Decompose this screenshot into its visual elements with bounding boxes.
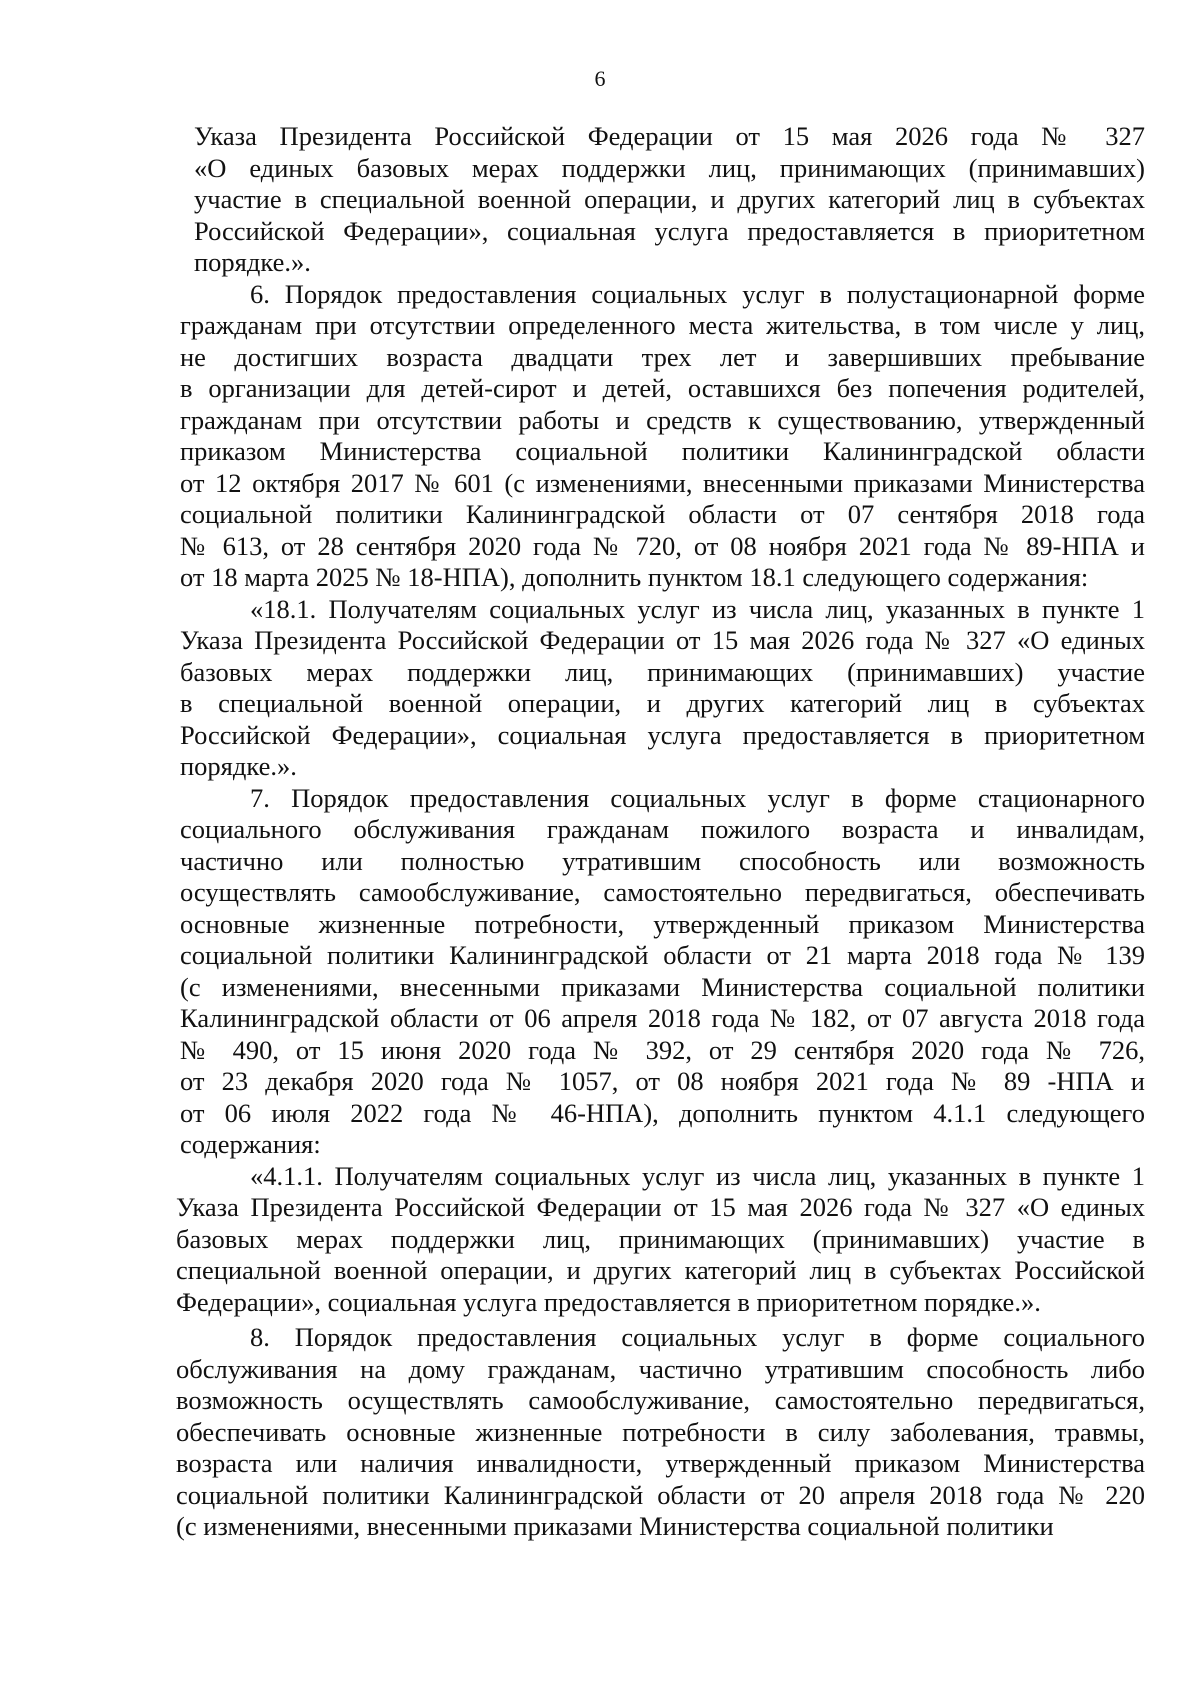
- paragraph-item-8: [176, 1322, 1145, 1543]
- text-line: (с изменениями, внесенными приказами Министерства социальной политики: [180, 971, 1145, 1002]
- text-line: № 613, от 28 сентября 2020 года № 720, от 08 ноября 2021 года № 89-НПА и: [180, 530, 1145, 561]
- text-line: от 12 октября 2017 № 601 (с изменениями, внесенными приказами Министерства: [180, 467, 1145, 498]
- text-line: от 06 июля 2022 года № 46-НПА), дополнить пунктом 4.1.1 следующего: [180, 1097, 1145, 1128]
- text-line: базовых мерах поддержки лиц, принимающих (принимавших) участие в: [176, 1223, 1145, 1254]
- text-line: социальной политики Калининградской области от 20 апреля 2018 года № 220: [176, 1479, 1145, 1510]
- text-line: возраста или наличия инвалидности, утвержденный приказом Министерства: [176, 1448, 1145, 1478]
- text-line: Калининградской области от 06 апреля 2018 года № 182, от 07 августа 2018 года: [180, 1003, 1145, 1033]
- text-line: порядке.».: [180, 751, 297, 781]
- text-line: от 18 марта 2025 № 18-НПА), дополнить пунктом 18.1 следующего содержания:: [180, 562, 1089, 592]
- text-line: в организации для детей-сирот и детей, оставшихся без попечения родителей,: [180, 373, 1145, 403]
- paragraph-item-6-quote: [180, 594, 1145, 783]
- page-number: 6: [594, 66, 606, 91]
- text-line: гражданам при отсутствии работы и средств к существованию, утвержденный: [180, 404, 1145, 435]
- text-line: порядке.».: [194, 247, 311, 277]
- text-line: 6. Порядок предоставления социальных услуг в полустационарной форме: [250, 278, 1145, 309]
- text-line: 7. Порядок предоставления социальных услуг в форме стационарного: [250, 782, 1145, 813]
- text-line: Указа Президента Российской Федерации от 15 мая 2026 года № 327: [194, 121, 1145, 151]
- text-line: обслуживания на дому гражданам, частично утратившим способность либо: [176, 1353, 1145, 1384]
- paragraph-item-7: [180, 783, 1145, 1161]
- text-line: Федерации», социальная услуга предоставляется в приоритетном порядке.».: [176, 1286, 1041, 1317]
- text-line: социальной политики Калининградской области от 07 сентября 2018 года: [180, 499, 1145, 529]
- text-line: «18.1. Получателям социальных услуг из числа лиц, указанных в пункте 1: [250, 593, 1145, 624]
- text-line: № 490, от 15 июня 2020 года № 392, от 29 сентября 2020 года № 726,: [180, 1034, 1145, 1065]
- paragraph-item-6: [180, 279, 1145, 594]
- text-line: гражданам при отсутствии определенного места жительства, в том числе у лиц,: [180, 310, 1145, 340]
- text-line: 8. Порядок предоставления социальных услуг в форме социального: [250, 1322, 1145, 1352]
- document-body: [0, 121, 1200, 1543]
- text-line: обеспечивать основные жизненные потребности в силу заболевания, травмы,: [176, 1416, 1145, 1447]
- text-line: (с изменениями, внесенными приказами Министерства социальной политики: [176, 1511, 1054, 1541]
- text-line: осуществлять самообслуживание, самостоятельно передвигаться, обеспечивать: [180, 877, 1145, 907]
- text-line: базовых мерах поддержки лиц, принимающих (принимавших) участие: [180, 656, 1145, 687]
- text-line: социального обслуживания гражданам пожилого возраста и инвалидам,: [180, 814, 1145, 844]
- text-line: содержания:: [180, 1129, 321, 1159]
- text-line: не достигших возраста двадцати трех лет и завершивших пребывание: [180, 341, 1145, 372]
- paragraph-item-7-quote: [176, 1161, 1145, 1319]
- text-line: Российской Федерации», социальная услуга предоставляется в приоритетном: [180, 719, 1145, 750]
- text-line: социальной политики Калининградской области от 21 марта 2018 года № 139: [180, 940, 1145, 970]
- text-line: специальной военной операции, и других категорий лиц в субъектах Российской: [176, 1255, 1145, 1285]
- text-line: Указа Президента Российской Федерации от 15 мая 2026 года № 327 «О единых: [176, 1192, 1145, 1222]
- text-line: частично или полностью утратившим способность или возможность: [180, 845, 1145, 876]
- text-line: в специальной военной операции, и других категорий лиц в субъектах: [180, 688, 1145, 718]
- text-line: «О единых базовых мерах поддержки лиц, принимающих (принимавших): [194, 152, 1145, 183]
- paragraph-continuation: [194, 121, 1145, 279]
- text-line: «4.1.1. Получателям социальных услуг из числа лиц, указанных в пункте 1: [250, 1160, 1145, 1191]
- text-line: от 23 декабря 2020 года № 1057, от 08 ноября 2021 года № 89 -НПА и: [180, 1066, 1145, 1096]
- text-line: приказом Министерства социальной политики Калининградской области: [180, 436, 1145, 466]
- text-line: основные жизненные потребности, утвержденный приказом Министерства: [180, 908, 1145, 939]
- text-line: Российской Федерации», социальная услуга предоставляется в приоритетном: [194, 215, 1145, 246]
- text-line: участие в специальной военной операции, и других категорий лиц в субъектах: [194, 184, 1145, 214]
- text-line: Указа Президента Российской Федерации от 15 мая 2026 года № 327 «О единых: [180, 625, 1145, 655]
- text-line: возможность осуществлять самообслуживание, самостоятельно передвигаться,: [176, 1385, 1145, 1415]
